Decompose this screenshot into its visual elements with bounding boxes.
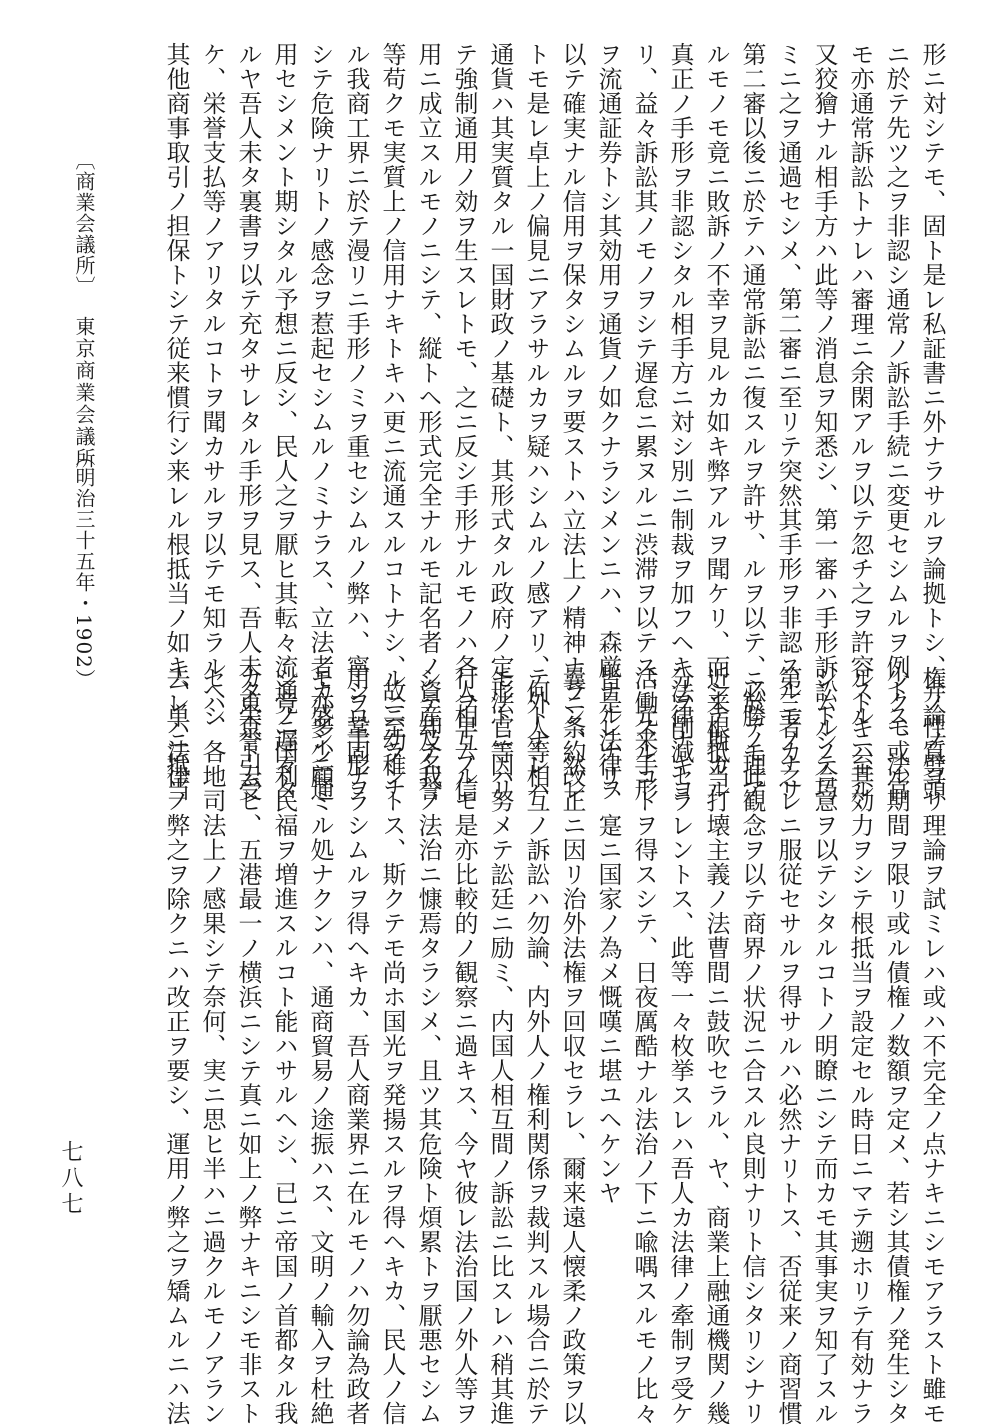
text-column: モ亦多少顧ミル処ナクンハ、通商貿易ノ途振ハス、文明ノ輸入ヲ杜絶 (306, 666, 334, 1426)
text-column: ケ、栄誉支払等ノアリタルコトヲ聞カサルヲ以テモ知ラルヘシ (198, 42, 226, 728)
text-column: 等苟クモ実質上ノ信用ナキトキハ更ニ流通スルコトナシ、故ニ幼稚ナ (378, 42, 406, 802)
text-column: ミニ之ヲ通過セシメ、第二審ニ至リテ突然其手形ヲ非認スルモノナリ (774, 42, 802, 802)
text-column: トモ是レ卓上ノ偏見ニアラサルカヲ疑ハシムルノ感アリ、何トナレハ (522, 42, 550, 802)
header-section-note: 〔商業会議所〕 (72, 150, 96, 297)
text-column: ルニ至ラントス、斯クテモ尚ホ国光ヲ発揚スルヲ得ヘキカ、民人ノ信 (378, 666, 406, 1426)
text-column: 用ニ成立スルモノニシテ、縦トヘ形式完全ナルモ記名者ノ資産及名誉 (414, 42, 442, 802)
text-column: ニ於テモ此観念ヲ以テ商界ノ状況ニ合スル良則ナリト信シタリシナリ (738, 666, 766, 1426)
text-column: ルモノモ竟ニ敗訴ノ不幸ヲ見ルカ如キ弊アルヲ聞ケリ、而シテ斯カル (702, 42, 730, 802)
text-column: モ法官等ハ努メテ訟廷ニ励ミ、内国人相互間ノ訴訟ニ比スレハ稍其進 (486, 666, 514, 1426)
text-column: 少クモ或ル期間ヲ限リ或ル債権ノ数額ヲ定メ、若シ其債権ノ発生シタ (882, 666, 910, 1426)
text-column: 行ヲ早ムルモ是亦比較的ノ観察ニ過キス、今ヤ彼レ法治国ノ外人等ヲ (450, 666, 478, 1426)
text-column: ニ於テ先ツ之ヲ非認シ通常ノ訴訟手続ニ変更セシムルヲ例トス、法官 (882, 42, 910, 802)
text-column: 其他商事取引ノ担保トシテ従来慣行シ来レル根抵当ノ如キ、単ニ抵当 (162, 42, 190, 802)
header-organization: 東京商業会議所 (72, 316, 96, 470)
text-column: 第三者カ之レニ服従セサルヲ得サルハ必然ナリトス、否従来ノ商習慣 (774, 666, 802, 1426)
text-column: テ外人等相互ノ訴訟ハ勿論、内外人ノ権利関係ヲ裁判スル場合ニ於テ (522, 666, 550, 1426)
text-column: 活働スルコトヲ得スシテ、日夜厲酷ナル法治ノ下ニ喩喁スルモノ比々 (630, 666, 658, 1426)
text-column: モ亦通常訴訟トナレハ審理ニ余閑アルヲ以テ忽チ之ヲ許容スルニ至ル (846, 42, 874, 802)
text-column: 又狡獪ナル相手方ハ此等ノ消息ヲ知悉シ、第一審ハ手形訴訟トシテ巧 (810, 42, 838, 802)
text-column: 第二審以後ニ於テハ通常訴訟ニ復スルヲ許サ、ルヲ以テ、必勝ノ理ア (738, 42, 766, 802)
page-number: 七八七 (58, 1140, 83, 1218)
text-column: 通貨ハ其実質タル一国財政ノ基礎ト、其形式タル政府ノ定形トニ因リ (486, 42, 514, 802)
text-column: ルヤ吾人未タ裏書ヲ以テ充タサレタル手形ヲ見ス、吾人未タ栄誉引受 (234, 42, 262, 802)
text-column: ルトキハ其効力ヲシテ根抵当ヲ設定セル時日ニマテ遡ホリテ有効ナラ (846, 666, 874, 1426)
text-column: 皆是レナリ、寔ニ国家ノ為メ慨嘆ニ堪ユヘケンヤ (594, 666, 622, 1205)
text-column: シムルノ合意ヲ以テシタルコトノ明瞭ニシテ而カモ其事実ヲ知了スル (810, 666, 838, 1426)
text-column: シテ却テ我ノ法治ニ慷焉タラシメ、且ツ其危険ト煩累トヲ厭悪セシム (414, 666, 442, 1426)
text-column: シ竟ニ国利民福ヲ増進スルコト能ハサルヘシ、已ニ帝国ノ首都タル我 (270, 666, 298, 1426)
text-column: 用セシメント期シタル予想ニ反シ、民人之ヲ厭ヒ其転々流通ノ遅々タ (270, 42, 298, 802)
text-column: 形ニ対シテモ、固ト是レ私証書ニ外ナラサルヲ論拠トシ、弁論ノ劈頭 (918, 42, 946, 802)
text-column: 権ノ性質ヨリ理論ヲ試ミレハ或ハ不完全ノ点ナキニシモアラスト雖モ (918, 666, 946, 1426)
text-column: 用ヲ鞏固ナラシムルヲ得ヘキカ、吾人商業界ニ在ルモノハ勿論為政者 (342, 666, 370, 1426)
text-column: 分ヲ削減セラレントス、此等一々枚挙スレハ吾人カ法律ノ牽制ヲ受ケ (666, 666, 694, 1426)
text-column: ヲ流通証券トシ其効用ヲ通貨ノ如クナラシメンニハ、森厳ナル法律ヲ (594, 42, 622, 802)
text-column: 近来根抵当打壊主義ノ法曹間ニ鼓吹セラル、ヤ、商業上融通機関ノ幾 (702, 666, 730, 1426)
text-column: カ東京ト云ヒ、五港最一ノ横浜ニシテ真ニ如上ノ弊ナキニシモ非スト (234, 666, 262, 1426)
text-column: テ強制通用ノ効ヲ生スレトモ、之ニ反シ手形ナルモノハ各人相互ノ信 (450, 42, 478, 802)
text-column: セハ、各地司法上ノ感果シテ奈何、実ニ思ヒ半ハニ過クルモノアラン (198, 666, 226, 1426)
text-column: リ、益々訴訟其ノモノヲシテ遅怠ニ累ヌルニ渋滞ヲ以テス、元来手形 (630, 42, 658, 802)
text-column: 曩ニ条約改正ニ因リ治外法権ヲ回収セラレ、爾来遠人懐柔ノ政策ヲ以 (558, 666, 586, 1426)
text-column: 去レハ法律ノ弊之ヲ除クニハ改正ヲ要シ、運用ノ弊之ヲ矯ムルニハ法 (162, 666, 190, 1426)
header-era: （明治三十五年・1902） (72, 446, 96, 690)
text-column: 真正ノ手形ヲ非認シタル相手方ニ対シ別ニ制裁ヲ加フヘキ法律ナキヨ (666, 42, 694, 802)
text-column: 以テ確実ナル信用ヲ保タシムルヲ要ストハ立法上ノ精神ナラン、然レ (558, 42, 586, 802)
text-column: ル我商工界ニ於テ漫リニ手形ノミヲ重セシムルノ弊ハ、寧シロ手形ヲ (342, 42, 370, 802)
text-column: シテ危険ナリトノ感念ヲ惹起セシムルノミナラス、立法者カ盛ンニ通 (306, 42, 334, 802)
